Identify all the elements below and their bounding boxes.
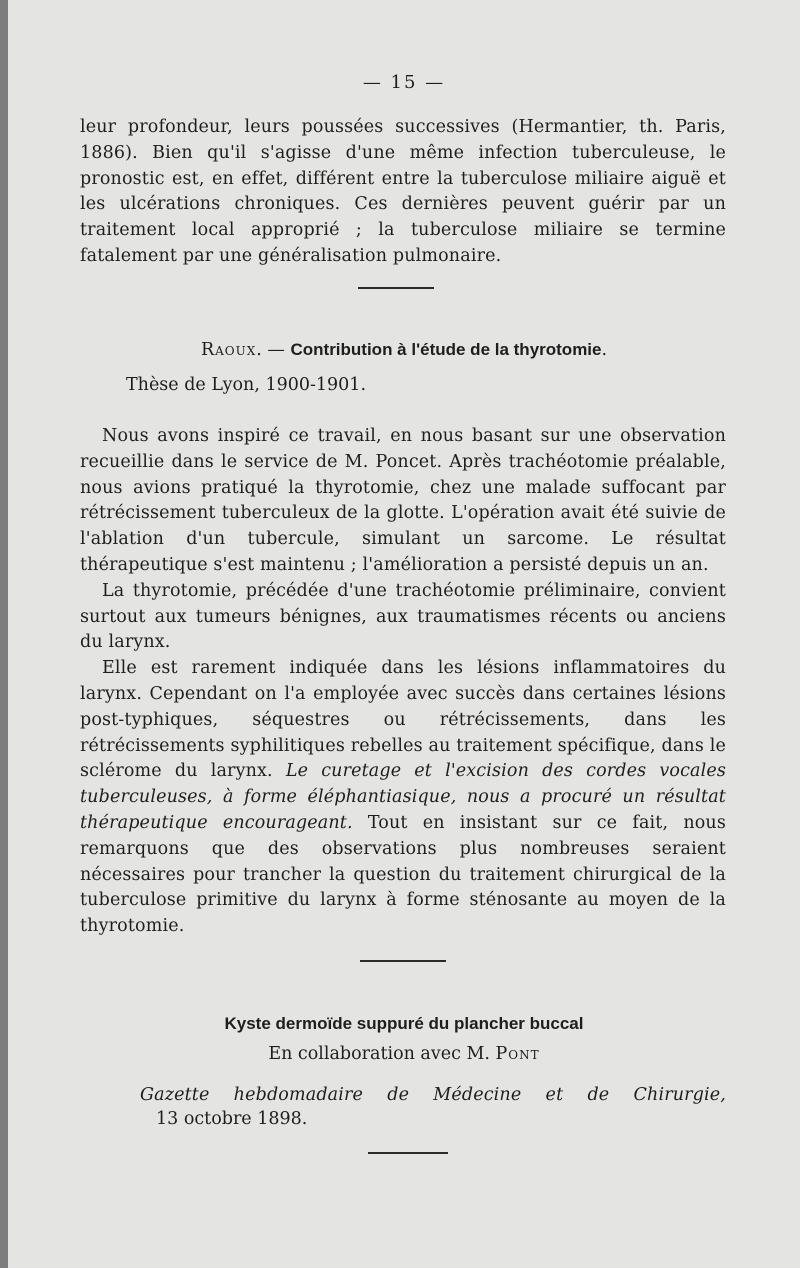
page-number: — 15 — — [362, 72, 446, 93]
book-page — [8, 0, 800, 1268]
paragraph-observation: Nous avons inspiré ce travail, en nous basant sur une observation recueillie dans le service de M. Poncet. Après trachéotomie préalable, nous avions pratiqué la thyrotomie, chez une malade suffocant par rétrécissement tuberculeux de la glotte. L'opération avait été suivie de l'ablation d'un tubercule, simulant un sarcome. Le résultat thérapeutique s'est maintenu ; l'amélioration a persisté depuis un an. — [80, 426, 726, 575]
work-title: Contribution à l'étude de la thyrotomie — [290, 340, 602, 359]
section-divider — [368, 1152, 448, 1154]
conclusion-text-end: Tout en insistant sur ce fait, nous remarquons que des observations plus nombreuses seraient nécessaires pour trancher la question du traitement chirurgical de la tuberculose primitive du larynx à forme sténosante au moyen de la thyrotomie. — [80, 812, 726, 937]
section-body — [80, 424, 726, 940]
conclusion-italic: Le curetage et l'excision des cordes vocales tuberculeuses, à forme éléphantiasique, nous a procuré un résultat thérapeutique encourageant. — [80, 761, 727, 833]
heading-separator: . — — [256, 340, 291, 360]
publication-date: 13 octobre 1898. — [156, 1109, 308, 1129]
journal-name: Gazette hebdomadaire de Médecine et de Chirurgie, — [140, 1085, 726, 1105]
title-period: . — [601, 340, 608, 360]
author-name: Raoux — [200, 340, 257, 360]
paragraph-indications: La thyrotomie, précédée d'une trachéotomie préliminaire, convient surtout aux tumeurs bénignes, aux traumatismes récents ou anciens du larynx. — [80, 580, 726, 653]
paragraph-continuation — [80, 115, 726, 270]
journal-citation — [140, 1083, 726, 1109]
work-source: Thèse de Lyon, 1900-1901. — [126, 375, 367, 395]
section-divider — [360, 960, 446, 962]
work-title: Kyste dermoïde suppuré du plancher buccal — [224, 1014, 584, 1033]
paragraph-conclusions — [80, 656, 726, 940]
section-divider — [358, 287, 434, 289]
paragraph-text: leur profondeur, leurs poussées successives (Hermantier, th. Paris, 1886). Bien qu'il s'agisse d'une même infection tuberculeuse, le pronostic est, en effet, différent entre la tuberculose miliaire aiguë et les ulcérations chroniques. Ces dernières peuvent guérir par un traitement local approprié ; la tuberculose miliaire se termine fatalement par une généralisation pulmonaire. — [80, 117, 726, 266]
collaboration-line — [8, 1044, 800, 1064]
collab-prefix: En collaboration avec M. — [268, 1044, 496, 1064]
collab-name: Pont — [495, 1044, 540, 1064]
section-heading-raoux — [8, 340, 800, 360]
section-heading-kyste — [8, 1014, 800, 1034]
conclusion-text-start: Elle est rarement indiquée dans les lésions inflammatoires du larynx. Cependant on l'a employée avec succès dans certaines lésions post-typhiques, séquestres ou rétrécissements, dans les rétrécissements syphilitiques rebelles au traitement spécifique, dans le sclérome du larynx. — [80, 658, 726, 782]
